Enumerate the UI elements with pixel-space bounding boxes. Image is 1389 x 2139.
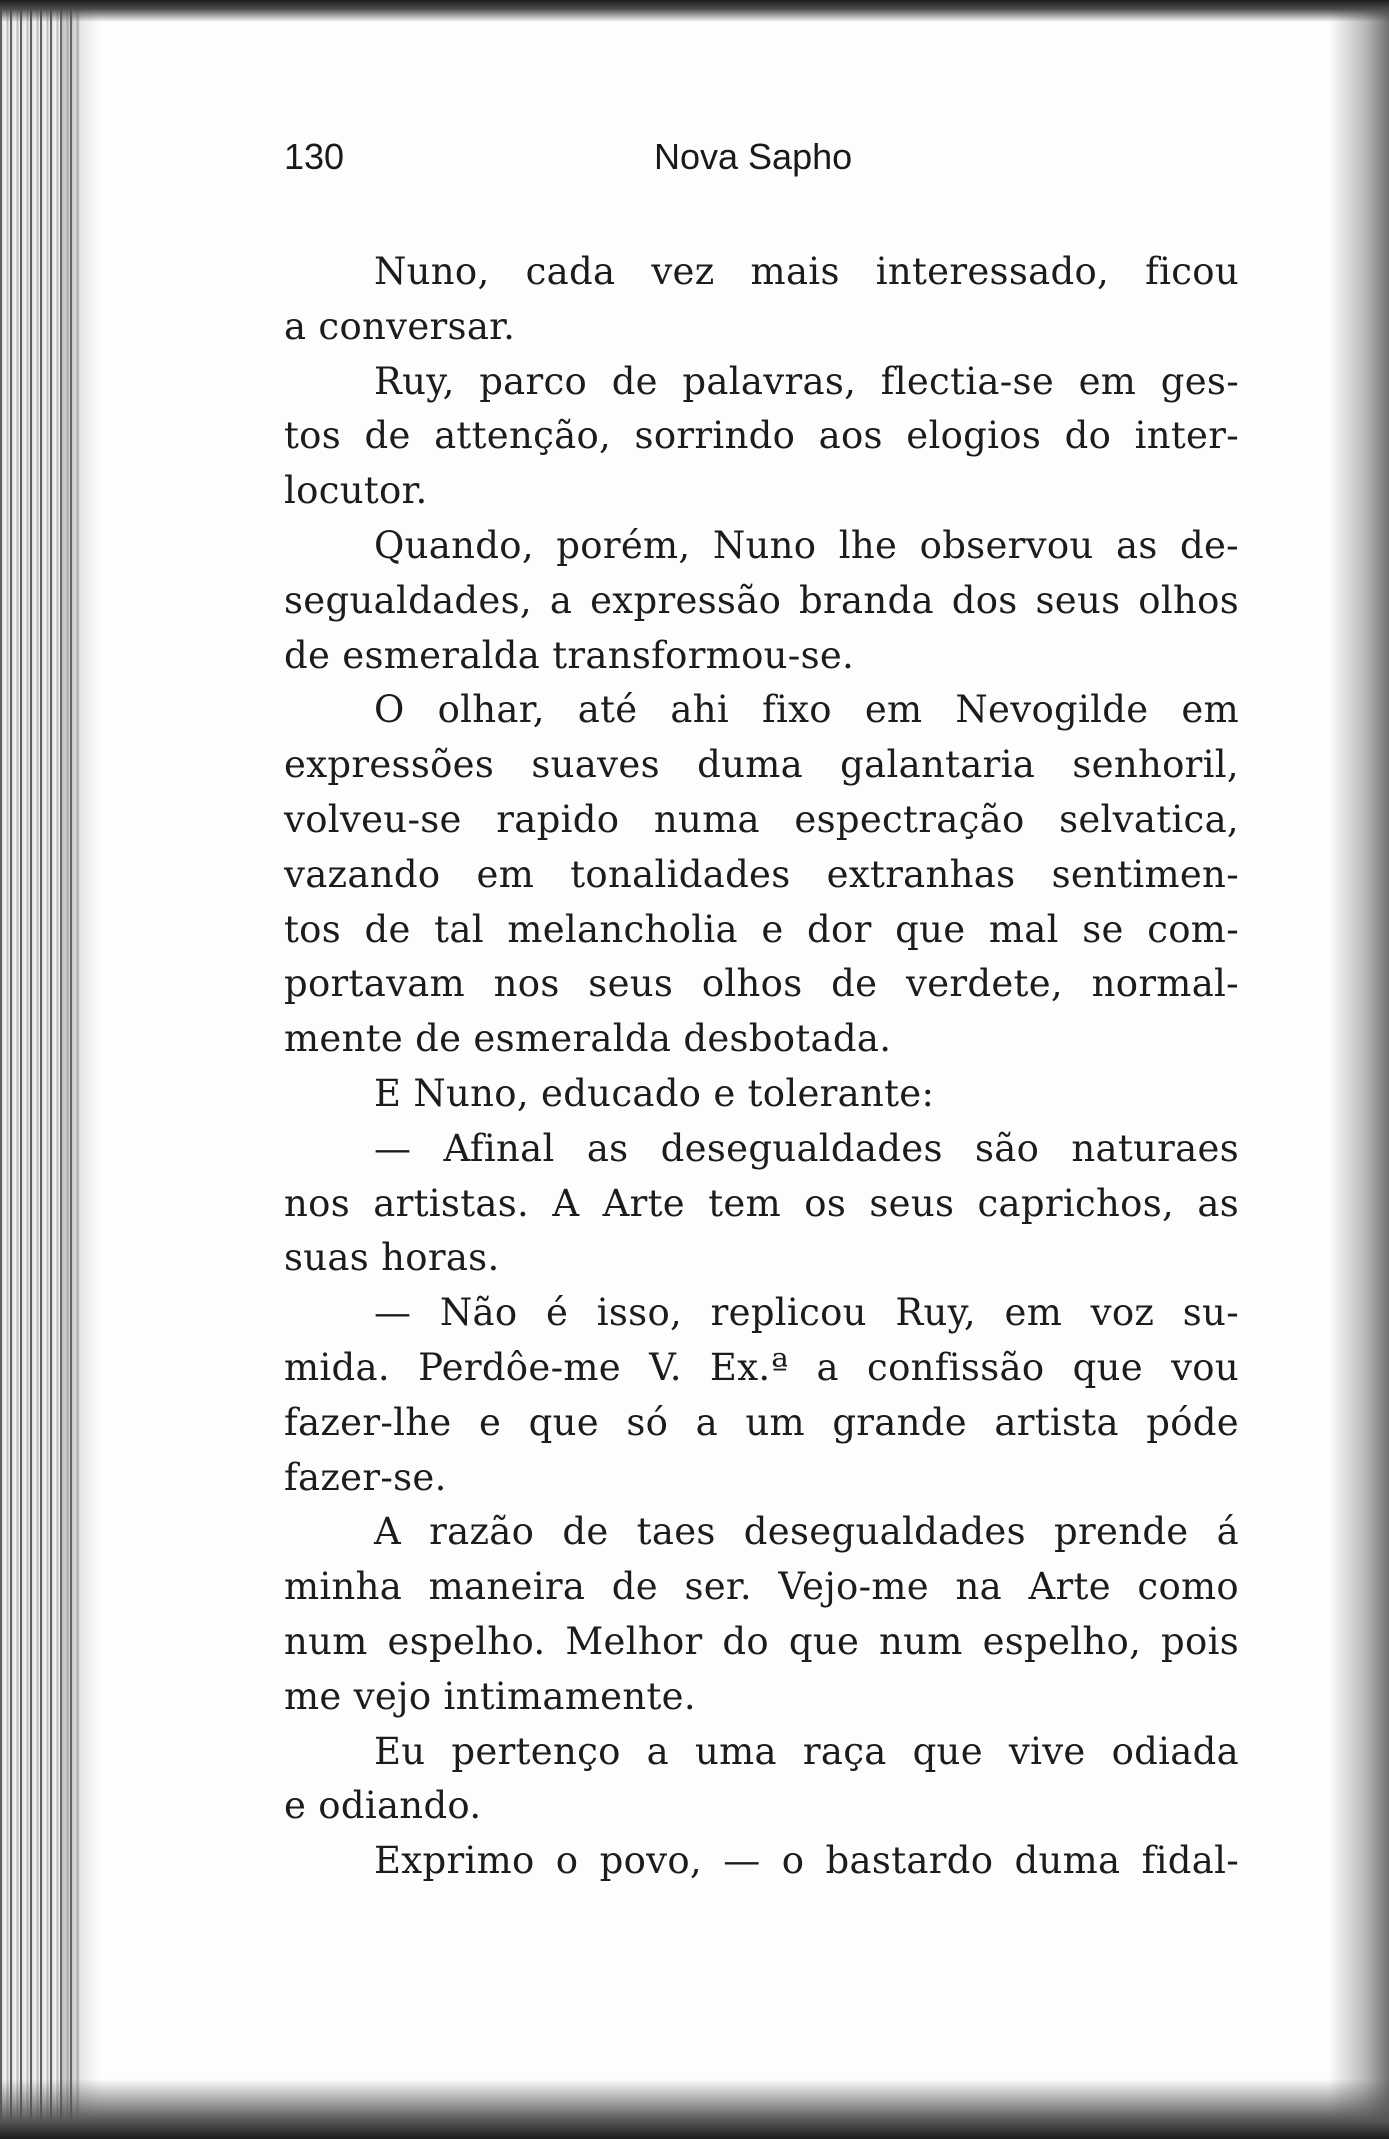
text-line: A razão de taes desegualdades prende á	[374, 1510, 1239, 1554]
text-line: — Não é isso, replicou Ruy, em voz su-	[374, 1291, 1239, 1335]
text-line: Eu pertenço a uma raça que vive odiada	[374, 1729, 1239, 1773]
text-line: tos de tal melancholia e dor que mal se com-	[284, 907, 1239, 951]
text-line: tos de attenção, sorrindo aos elogios do inter-	[284, 414, 1239, 458]
text-line: num espelho. Melhor do que num espelho, pois	[284, 1619, 1239, 1663]
text-line: mente de esmeralda desbotada.	[284, 1017, 892, 1061]
text-line: Ruy, parco de palavras, flectia-se em ges-	[374, 359, 1239, 403]
page-edge-right	[1329, 0, 1389, 2139]
running-title: Nova Sapho	[654, 136, 853, 177]
binding-fade	[60, 0, 100, 2139]
text-line: a conversar.	[284, 304, 516, 348]
text-line: portavam nos seus olhos de verdete, normal-	[284, 962, 1239, 1006]
text-line: mida. Perdôe-me V. Ex.ª a confissão que vou	[284, 1345, 1239, 1389]
text-line: — Afinal as desegualdades são naturaes	[374, 1126, 1239, 1170]
text-line: fazer-se.	[284, 1455, 447, 1499]
text-line: vazando em tonalidades extranhas sentimen-	[284, 852, 1239, 896]
text-line: nos artistas. A Arte tem os seus caprichos, as	[284, 1181, 1239, 1225]
text-line: suas horas.	[284, 1236, 500, 1280]
text-line: expressões suaves duma galantaria senhoril,	[284, 743, 1239, 787]
text-line: de esmeralda transformou-se.	[284, 633, 855, 677]
text-line: O olhar, até ahi fixo em Nevogilde em	[374, 688, 1239, 732]
text-line: fazer-lhe e que só a um grande artista póde	[284, 1400, 1239, 1444]
text-line: Quando, porém, Nuno lhe observou as de-	[374, 523, 1239, 567]
text-line: me vejo intimamente.	[284, 1674, 696, 1718]
page-edge-top	[0, 0, 1389, 22]
text-line: e odiando.	[284, 1784, 482, 1828]
running-header	[284, 136, 1244, 186]
text-line: Nuno, cada vez mais interessado, ficou	[374, 250, 1239, 293]
text-line: segualdades, a expressão branda dos seus olhos	[284, 578, 1239, 622]
text-line: minha maneira de ser. Vejo-me na Arte como	[284, 1565, 1239, 1609]
text-line: volveu-se rapido numa espectração selvatica,	[284, 797, 1239, 841]
body-text	[284, 245, 1239, 1889]
text-line: Exprimo o povo, — o bastardo duma fidal-	[374, 1839, 1239, 1883]
page-number: 130	[284, 136, 345, 177]
text-line: E Nuno, educado e tolerante:	[374, 1071, 935, 1115]
page-edge-bottom	[0, 2079, 1389, 2139]
text-line: locutor.	[284, 469, 428, 513]
